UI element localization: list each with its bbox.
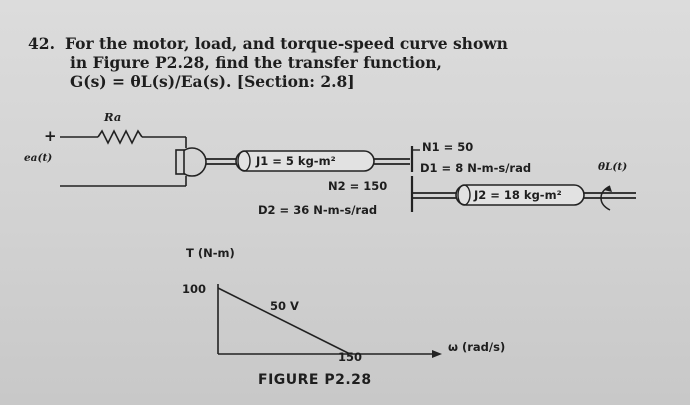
- word: Figure: [92, 53, 150, 72]
- problem-text-line-3: G(s) = θL(s)/Ea(s). [Section: 2.8]: [70, 72, 355, 91]
- x-tick-label: 150: [338, 350, 363, 364]
- resistor-zigzag: [98, 131, 142, 143]
- motor-symbol: [176, 148, 206, 176]
- torque-speed-line: [218, 288, 350, 354]
- word: P2.28,: [155, 53, 210, 72]
- word: transfer: [287, 53, 358, 72]
- shaft-2: [374, 159, 410, 164]
- shaft-3: [412, 193, 462, 198]
- line-voltage-label: 50 V: [270, 299, 299, 313]
- y-tick-label: 100: [182, 282, 207, 296]
- resistor-label: Ra: [104, 110, 122, 124]
- word: find: [215, 53, 249, 72]
- word: the: [254, 53, 283, 72]
- problem-number: 42.: [28, 34, 55, 53]
- word: in: [70, 53, 88, 72]
- x-axis-label: ω (rad/s): [448, 340, 506, 354]
- shaft-1: [206, 159, 236, 164]
- d2-label: D2 = 36 N-m-s/rad: [258, 203, 378, 217]
- armature-circuit: [60, 131, 186, 186]
- word: function,: [363, 53, 442, 72]
- y-axis-label: T (N-m): [186, 246, 235, 260]
- theta-l-label: θL(t): [598, 161, 628, 173]
- d1-label: D1 = 8 N-m-s/rad: [420, 161, 532, 175]
- shaft-output: [584, 193, 636, 198]
- torque-speed-plot: [218, 284, 442, 358]
- j2-label: J2 = 18 kg-m²: [474, 188, 562, 202]
- brush-left: [176, 150, 184, 174]
- j1-label: J1 = 5 kg-m²: [256, 154, 336, 168]
- source-voltage-label: ea(t): [24, 152, 53, 164]
- plus-sign: +: [44, 127, 57, 145]
- n2-label: N2 = 150: [328, 179, 388, 193]
- n1-label: N1 = 50: [422, 140, 474, 154]
- x-axis-arrow: [432, 350, 442, 358]
- figure-caption: FIGURE P2.28: [258, 372, 372, 388]
- problem-text-line-1: For the motor, load, and torque-speed curve shown: [64, 34, 508, 53]
